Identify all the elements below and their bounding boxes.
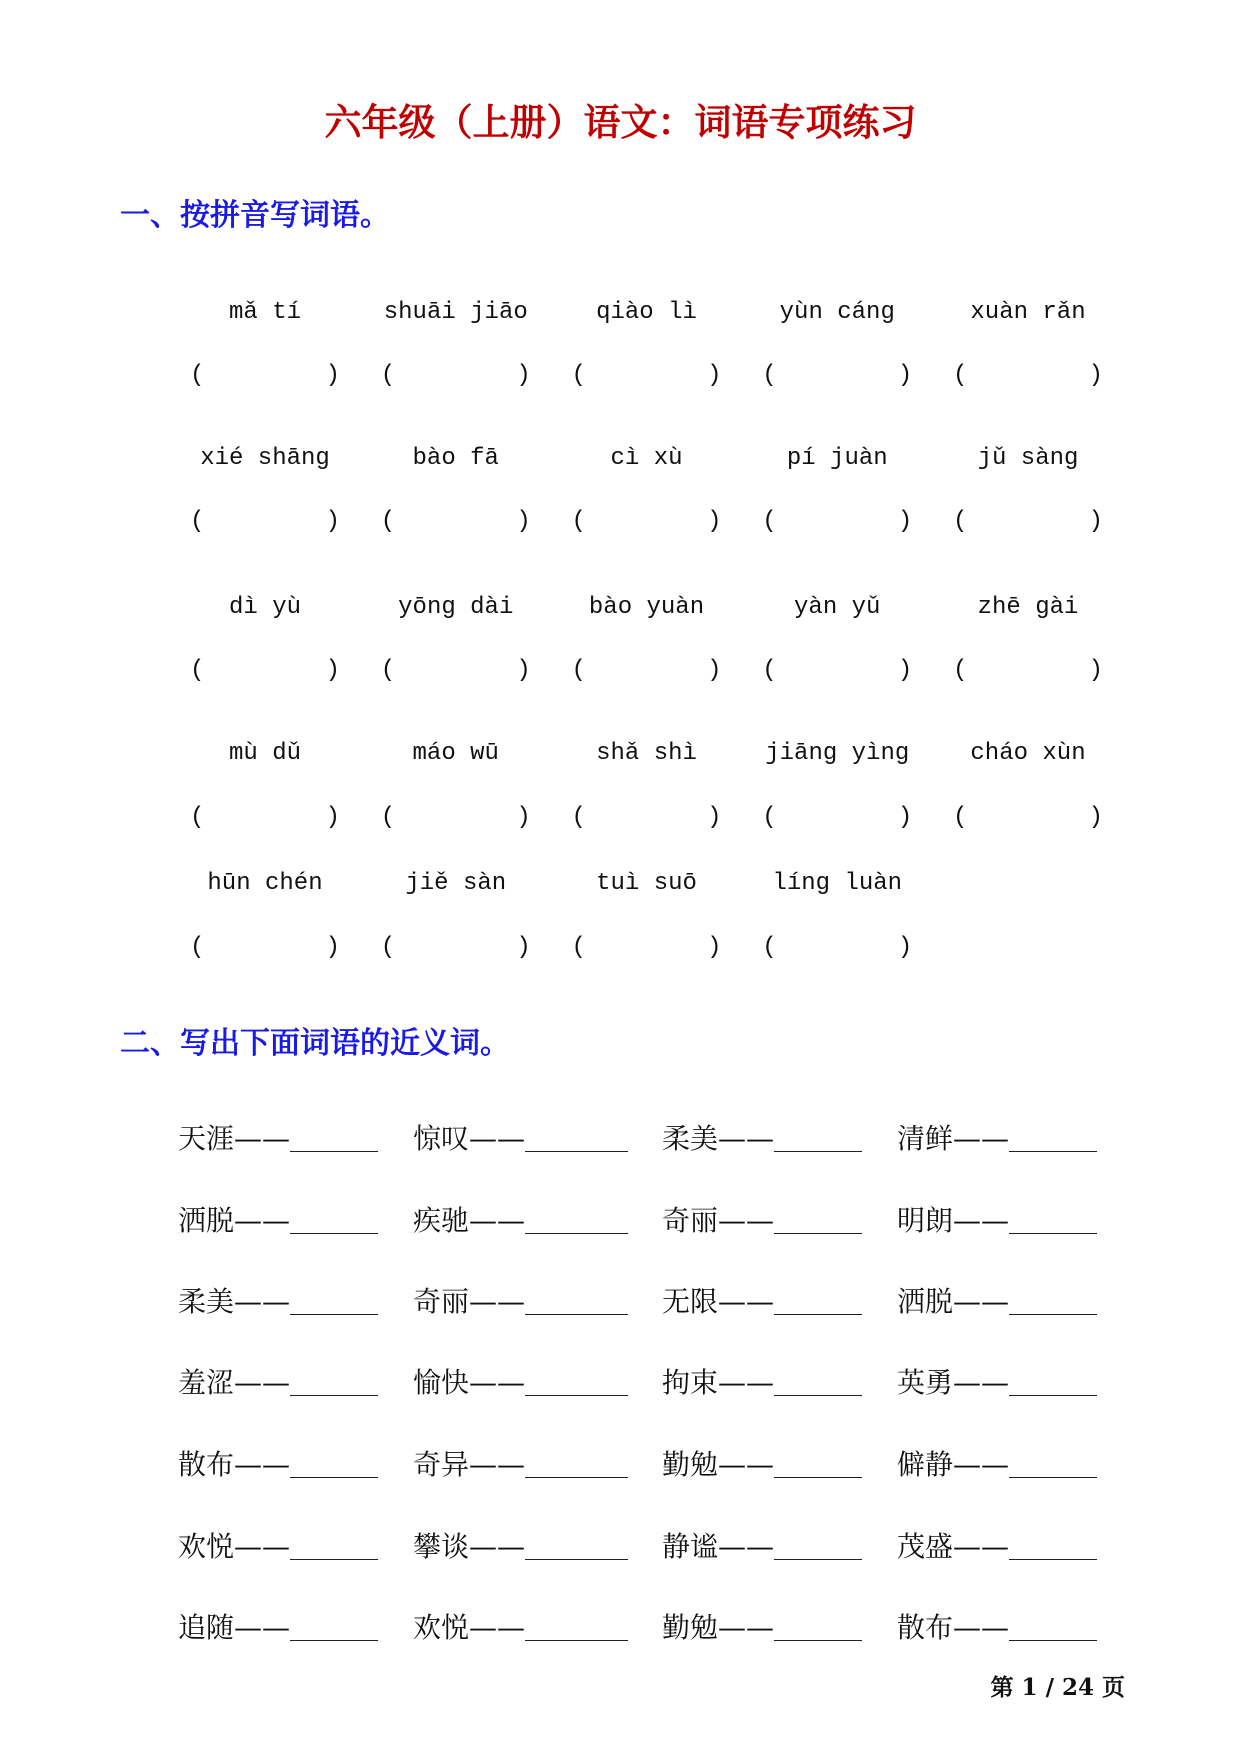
synonym-item: [662, 1285, 862, 1319]
answer-blank: [774, 1395, 862, 1396]
pinyin-prompt: yōng dài: [398, 594, 514, 621]
open-paren: (: [190, 362, 205, 389]
synonym-word: 洒脱: [178, 1204, 235, 1237]
open-paren: (: [762, 657, 777, 684]
pinyin-prompt: máo wū: [412, 740, 499, 767]
answer-blank: [525, 1233, 628, 1234]
synonym-word: 僻静: [897, 1448, 954, 1481]
open-paren: (: [571, 934, 586, 961]
synonym-word: 静谧: [662, 1530, 719, 1563]
pinyin-prompt: jǔ sàng: [977, 445, 1079, 472]
synonym-item: [178, 1122, 378, 1156]
synonym-word: 散布: [178, 1448, 235, 1481]
dash-separator: ——: [953, 1204, 1010, 1237]
pinyin-prompt: pí juàn: [786, 445, 888, 472]
answer-blank: [290, 1640, 378, 1641]
open-paren: (: [953, 362, 968, 389]
dash-separator: ——: [234, 1122, 291, 1155]
dash-separator: ——: [718, 1366, 775, 1399]
answer-blank: [1009, 1640, 1097, 1641]
pinyin-prompt: yàn yǔ: [794, 594, 881, 621]
close-paren: ): [707, 934, 722, 961]
close-paren: ): [516, 804, 531, 831]
answer-blank: [525, 1151, 628, 1152]
open-paren: (: [762, 934, 777, 961]
dash-separator: ——: [234, 1530, 291, 1563]
page-title: 六年级（上册）语文：词语专项练习: [324, 100, 917, 144]
synonym-word: 无限: [662, 1285, 719, 1318]
answer-blank: [290, 1151, 378, 1152]
synonym-item: [413, 1448, 628, 1482]
close-paren: ): [707, 508, 722, 535]
answer-blank: [290, 1477, 378, 1478]
dash-separator: ——: [953, 1122, 1010, 1155]
dash-separator: ——: [718, 1530, 775, 1563]
answer-blank: [1009, 1314, 1097, 1315]
answer-blank: [290, 1559, 378, 1560]
dash-separator: ——: [234, 1366, 291, 1399]
section-heading-pinyin: 一、按拼音写词语。: [120, 198, 390, 233]
open-paren: (: [953, 804, 968, 831]
synonym-item: [662, 1122, 862, 1156]
synonym-item: [413, 1122, 628, 1156]
close-paren: ): [325, 362, 340, 389]
close-paren: ): [897, 934, 913, 961]
open-paren: (: [571, 508, 586, 535]
answer-blank: [1009, 1559, 1097, 1560]
synonym-word: 攀谈: [413, 1530, 470, 1563]
synonym-item: [178, 1285, 378, 1319]
pinyin-prompt: bào yuàn: [588, 594, 705, 621]
close-paren: ): [516, 934, 531, 961]
answer-blank: [774, 1151, 862, 1152]
dash-separator: ——: [469, 1530, 526, 1563]
synonym-item: [178, 1530, 378, 1564]
pinyin-prompt: hūn chén: [207, 870, 323, 897]
answer-blank: [525, 1314, 628, 1315]
dash-separator: ——: [953, 1285, 1010, 1318]
answer-blank: [525, 1559, 628, 1560]
pinyin-prompt: tuì suō: [596, 870, 697, 897]
dash-separator: ——: [469, 1448, 526, 1481]
answer-blank: [774, 1559, 862, 1560]
pinyin-prompt: shuāi jiāo: [383, 299, 528, 326]
open-paren: (: [380, 657, 396, 684]
synonym-word: 英勇: [897, 1366, 954, 1399]
synonym-word: 明朗: [897, 1204, 954, 1237]
close-paren: ): [325, 508, 340, 535]
pinyin-prompt: xié shāng: [200, 445, 330, 472]
answer-blank: [1009, 1233, 1097, 1234]
open-paren: (: [953, 657, 968, 684]
answer-blank: [774, 1233, 862, 1234]
synonym-item: [662, 1530, 862, 1564]
dash-separator: ——: [469, 1285, 526, 1318]
answer-blank: [290, 1314, 378, 1315]
synonym-word: 勤勉: [662, 1448, 719, 1481]
close-paren: ): [325, 657, 340, 684]
open-paren: (: [190, 934, 205, 961]
synonym-word: 奇丽: [662, 1204, 719, 1237]
close-paren: ): [516, 657, 531, 684]
dash-separator: ——: [718, 1204, 775, 1237]
pinyin-prompt: jiě sàn: [405, 870, 507, 897]
close-paren: ): [1088, 508, 1103, 535]
dash-separator: ——: [953, 1366, 1010, 1399]
answer-blank: [290, 1233, 378, 1234]
dash-separator: ——: [234, 1611, 291, 1644]
synonym-item: [897, 1448, 1097, 1482]
synonym-word: 天涯: [178, 1122, 235, 1155]
close-paren: ): [707, 804, 722, 831]
answer-blank: [774, 1314, 862, 1315]
open-paren: (: [190, 804, 205, 831]
synonym-item: [897, 1122, 1097, 1156]
dash-separator: ——: [234, 1204, 291, 1237]
dash-separator: ——: [953, 1611, 1010, 1644]
pinyin-prompt: mǎ tí: [228, 299, 301, 326]
dash-separator: ——: [718, 1611, 775, 1644]
section-heading-synonyms: 二、写出下面词语的近义词。: [120, 1026, 510, 1061]
open-paren: (: [571, 362, 586, 389]
synonym-item: [897, 1611, 1097, 1645]
synonym-item: [897, 1530, 1097, 1564]
open-paren: (: [190, 508, 205, 535]
open-paren: (: [380, 804, 396, 831]
pinyin-prompt: zhē gài: [977, 594, 1079, 621]
dash-separator: ——: [469, 1366, 526, 1399]
dash-separator: ——: [953, 1530, 1010, 1563]
synonym-word: 勤勉: [662, 1611, 719, 1644]
synonym-item: [413, 1285, 628, 1319]
synonym-word: 柔美: [178, 1285, 235, 1318]
synonym-word: 羞涩: [178, 1366, 235, 1399]
synonym-item: [413, 1366, 628, 1400]
pinyin-prompt: bào fā: [412, 445, 499, 472]
dash-separator: ——: [469, 1122, 526, 1155]
open-paren: (: [762, 804, 777, 831]
synonym-word: 散布: [897, 1611, 954, 1644]
synonym-item: [897, 1204, 1097, 1238]
answer-blank: [1009, 1477, 1097, 1478]
synonym-item: [413, 1204, 628, 1238]
answer-blank: [525, 1640, 628, 1641]
synonym-item: [178, 1366, 378, 1400]
dash-separator: ——: [234, 1448, 291, 1481]
pinyin-prompt: cì xù: [610, 445, 683, 472]
synonym-item: [178, 1611, 378, 1645]
open-paren: (: [380, 508, 396, 535]
close-paren: ): [1088, 804, 1103, 831]
open-paren: (: [571, 657, 586, 684]
open-paren: (: [953, 508, 968, 535]
pinyin-prompt: qiào lì: [596, 299, 697, 326]
synonym-item: [662, 1611, 862, 1645]
synonym-word: 清鲜: [897, 1122, 954, 1155]
synonym-word: 惊叹: [413, 1122, 470, 1155]
synonym-item: [662, 1448, 862, 1482]
synonym-item: [662, 1204, 862, 1238]
pinyin-prompt: shǎ shì: [596, 740, 697, 767]
dash-separator: ——: [469, 1611, 526, 1644]
close-paren: ): [897, 508, 913, 535]
open-paren: (: [380, 362, 396, 389]
dash-separator: ——: [234, 1285, 291, 1318]
synonym-item: [897, 1366, 1097, 1400]
synonym-word: 欢悦: [413, 1611, 470, 1644]
pinyin-prompt: xuàn rǎn: [970, 299, 1086, 326]
close-paren: ): [897, 362, 913, 389]
close-paren: ): [516, 508, 531, 535]
synonym-word: 柔美: [662, 1122, 719, 1155]
synonym-item: [178, 1204, 378, 1238]
open-paren: (: [762, 362, 777, 389]
dash-separator: ——: [953, 1448, 1010, 1481]
answer-blank: [525, 1477, 628, 1478]
close-paren: ): [707, 657, 722, 684]
close-paren: ): [897, 657, 913, 684]
dash-separator: ——: [469, 1204, 526, 1237]
close-paren: ): [897, 804, 913, 831]
answer-blank: [290, 1395, 378, 1396]
open-paren: (: [762, 508, 777, 535]
answer-blank: [774, 1640, 862, 1641]
synonym-word: 奇丽: [413, 1285, 470, 1318]
synonym-item: [662, 1366, 862, 1400]
pinyin-prompt: mù dǔ: [228, 740, 301, 767]
synonym-word: 愉快: [413, 1366, 470, 1399]
dash-separator: ——: [718, 1448, 775, 1481]
pinyin-prompt: yùn cáng: [779, 299, 895, 326]
synonym-word: 追随: [178, 1611, 235, 1644]
synonym-item: [178, 1448, 378, 1482]
answer-blank: [1009, 1151, 1097, 1152]
synonym-item: [413, 1530, 628, 1564]
pinyin-prompt: jiāng yìng: [765, 740, 910, 767]
pinyin-prompt: dì yù: [228, 594, 301, 621]
synonym-item: [413, 1611, 628, 1645]
answer-blank: [774, 1477, 862, 1478]
answer-blank: [1009, 1395, 1097, 1396]
synonym-word: 欢悦: [178, 1530, 235, 1563]
close-paren: ): [325, 804, 340, 831]
pinyin-prompt: líng luàn: [772, 870, 903, 897]
pinyin-prompt: cháo xùn: [970, 740, 1086, 767]
close-paren: ): [325, 934, 340, 961]
dash-separator: ——: [718, 1285, 775, 1318]
close-paren: ): [707, 362, 722, 389]
synonym-word: 疾驰: [413, 1204, 470, 1237]
synonym-word: 洒脱: [897, 1285, 954, 1318]
close-paren: ): [1088, 362, 1103, 389]
close-paren: ): [516, 362, 531, 389]
synonym-word: 拘束: [662, 1366, 719, 1399]
answer-blank: [525, 1395, 628, 1396]
open-paren: (: [380, 934, 396, 961]
synonym-word: 奇异: [413, 1448, 470, 1481]
close-paren: ): [1088, 657, 1103, 684]
synonym-item: [897, 1285, 1097, 1319]
synonym-word: 茂盛: [897, 1530, 954, 1563]
dash-separator: ——: [718, 1122, 775, 1155]
open-paren: (: [190, 657, 205, 684]
open-paren: (: [571, 804, 586, 831]
page-number: 第 1 / 24 页: [990, 1674, 1125, 1701]
